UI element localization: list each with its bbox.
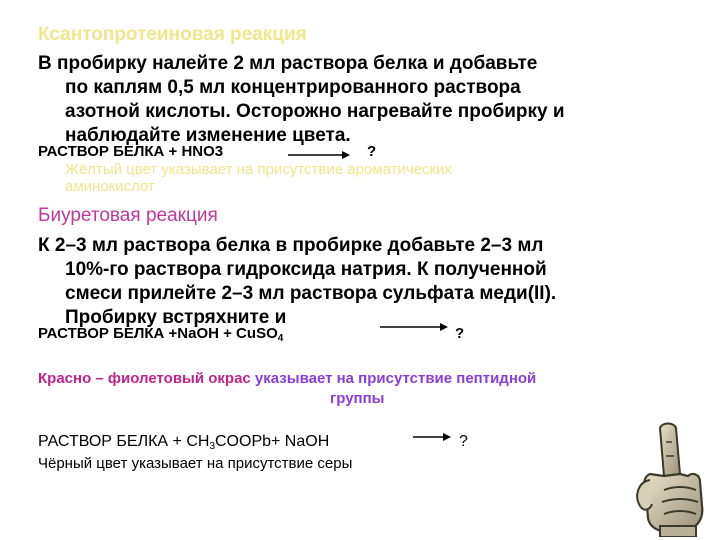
biuret-title: Биуретовая реакция — [38, 205, 218, 226]
subscript: 4 — [277, 333, 284, 344]
equation-part: COOPb+ NaOH — [215, 433, 330, 450]
biuret-note-line-2: группы — [330, 390, 385, 407]
equation-left: РАСТВОР БЕЛКА + HNO3 — [38, 143, 224, 160]
instruction-line: по каплям 0,5 мл концентрированного раствора — [65, 77, 521, 98]
instruction-line: Пробирку встряхните и — [65, 307, 287, 328]
note-line: Жёлтый цвет указывает на присутствие ароматических — [65, 161, 452, 178]
xanthoprotein-equation — [38, 143, 223, 160]
sulfur-note: Чёрный цвет указывает на присутствие серы — [38, 455, 353, 472]
reaction-arrow-icon — [288, 150, 350, 160]
equation-part: РАСТВОР БЕЛКА +NaOH + Cu — [38, 325, 257, 342]
equation-result: ? — [367, 143, 377, 160]
sulfur-equation — [38, 433, 329, 452]
instruction-line: азотной кислоты. Осторожно нагревайте пробирку и — [65, 101, 565, 122]
instruction-line: В пробирку налейте 2 мл раствора белка и добавьте — [38, 53, 538, 74]
instruction-line: 10%-го раствора гидроксида натрия. К полученной — [65, 259, 547, 280]
note-pink: Красно – фиолетовый окрас — [38, 370, 251, 387]
equation-part: РАСТВОР БЕЛКА + CH — [38, 433, 210, 450]
reaction-arrow-icon — [413, 432, 451, 442]
equation-result: ? — [455, 325, 465, 342]
pointing-hand-icon — [630, 422, 712, 537]
subscript: 3 — [209, 441, 215, 452]
biuret-instructions — [38, 234, 556, 330]
xanthoprotein-instructions — [38, 52, 565, 148]
xanthoprotein-title: Ксантопротеиновая реакция — [38, 24, 307, 45]
reaction-arrow-icon — [380, 322, 448, 332]
instruction-line: К 2–3 мл раствора белка в пробирке добавьте 2–3 мл — [38, 235, 544, 256]
note-violet: указывает на присутствие пептидной — [250, 370, 537, 387]
biuret-note — [38, 370, 536, 387]
instruction-line: смеси прилейте 2–3 мл раствора сульфата меди(II). — [65, 283, 557, 304]
biuret-equation — [38, 325, 283, 344]
equation-part: SO — [256, 325, 278, 342]
equation-result: ? — [459, 433, 468, 450]
instruction-line: наблюдайте изменение цвета. — [65, 125, 351, 146]
note-line: аминокислот — [65, 178, 155, 195]
xanthoprotein-note — [65, 161, 452, 195]
